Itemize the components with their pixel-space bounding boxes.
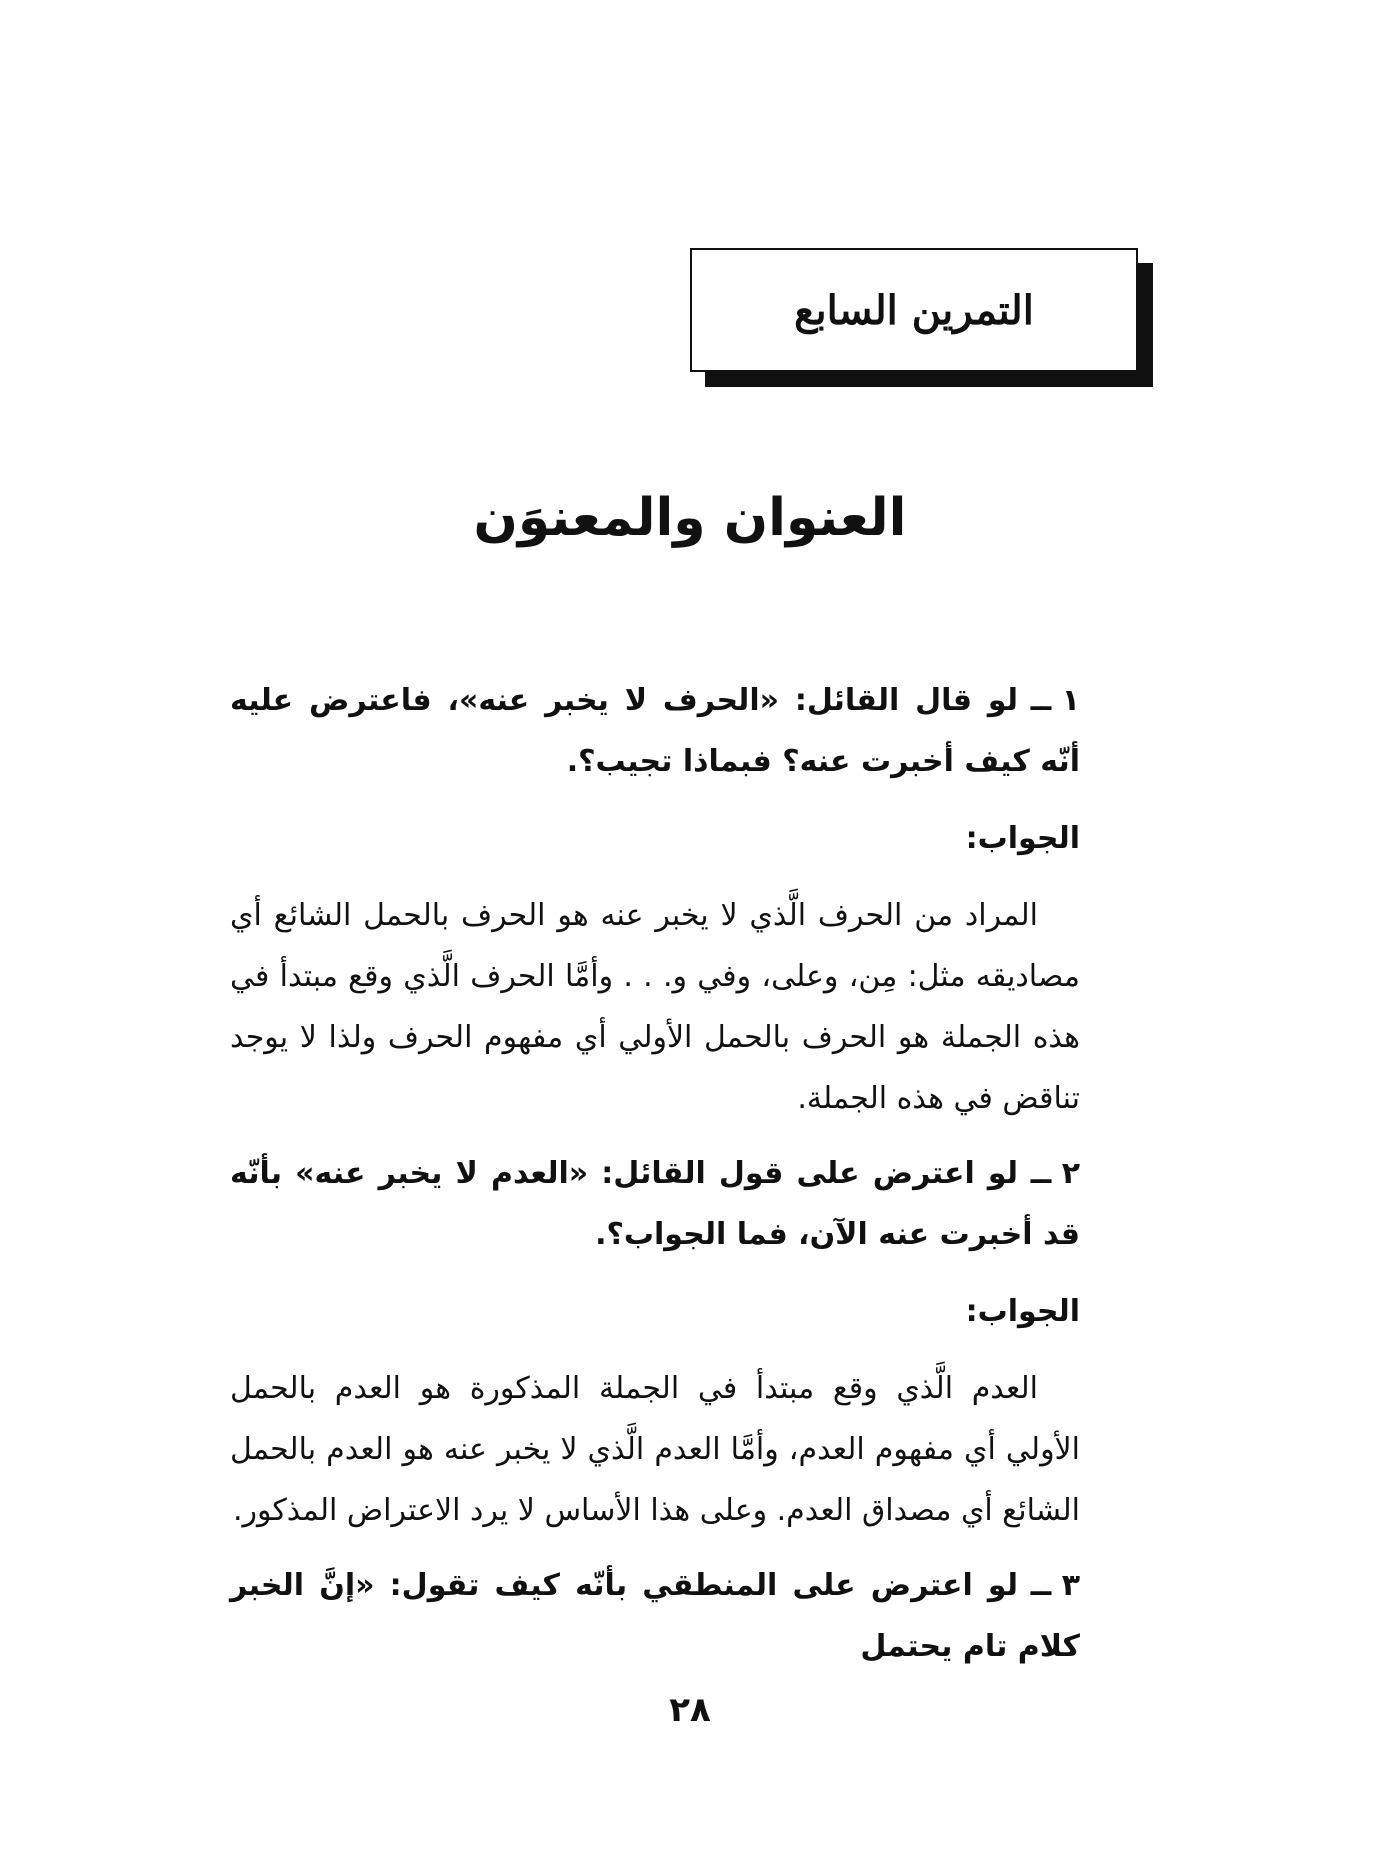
answer-heading: الجواب: — [965, 1294, 1080, 1329]
answer-heading: الجواب: — [965, 821, 1080, 856]
page-number: ٢٨ — [669, 1690, 711, 1730]
question-number: ٣ ــ — [1030, 1568, 1080, 1603]
exercise-content — [230, 670, 1080, 1693]
question-text: لو اعترض على قول القائل: «العدم لا يخبر عنه» بأنّه قد أخبرت عنه الآن، فما الجواب؟. — [230, 1156, 1080, 1252]
chapter-title: العنوان والمعنوَن — [473, 488, 907, 548]
question-number: ١ ــ — [1030, 683, 1080, 718]
question-3 — [230, 1555, 1080, 1677]
question-number: ٢ ــ — [1030, 1156, 1080, 1191]
answer-2: العدم الَّذي وقع مبتدأ في الجملة المذكورة هو العدم بالحمل الأولي أي مفهوم العدم، وأمَّا العدم الَّذي لا يخبر عنه هو العدم بالحمل الشائع أي مصداق العدم. وعلى هذا الأساس لا يرد الاعتراض المذكور. — [230, 1371, 1080, 1528]
exercise-label: التمرين السابع — [794, 286, 1034, 334]
answer-1: المراد من الحرف الَّذي لا يخبر عنه هو الحرف بالحمل الشائع أي مصاديقه مثل: مِن، وعلى، وفي و. . . وأمَّا الحرف الَّذي وقع مبتدأ في هذه الجملة هو الحرف بالحمل الأولي أي مفهوم الحرف ولذا لا يوجد تناقض في هذه الجملة. — [230, 898, 1080, 1116]
question-text: لو قال القائل: «الحرف لا يخبر عنه»، فاعترض عليه أنّه كيف أخبرت عنه؟ فبماذا تجيب؟. — [230, 683, 1080, 779]
question-1 — [230, 670, 1080, 792]
question-text: لو اعترض على المنطقي بأنّه كيف تقول: «إنَّ الخبر كلام تام يحتمل — [230, 1568, 1080, 1664]
question-2 — [230, 1143, 1080, 1265]
exercise-label-box — [690, 248, 1138, 372]
